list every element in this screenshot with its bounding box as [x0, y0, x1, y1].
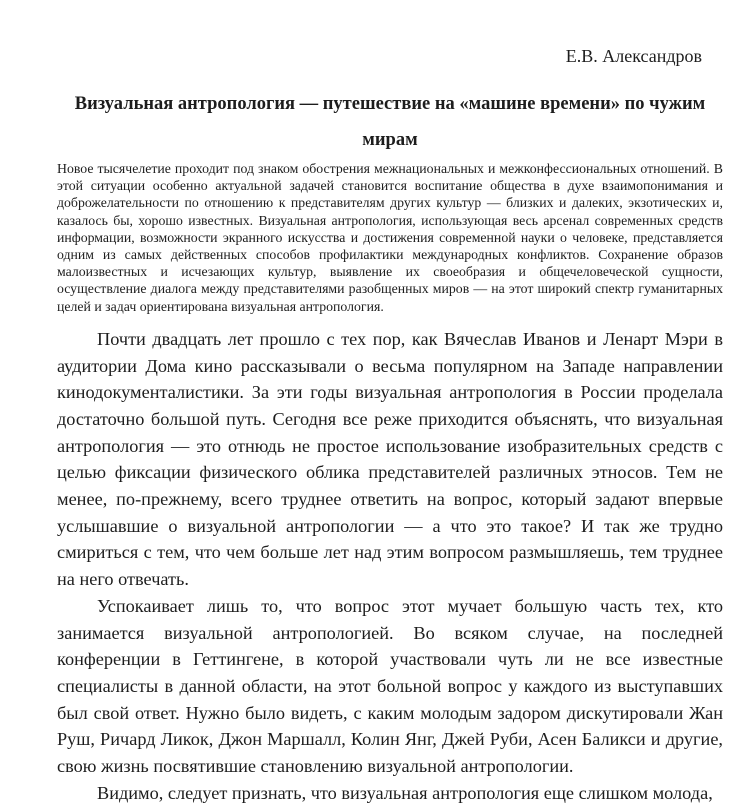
author-line: Е.В. Александров	[565, 46, 702, 66]
body-paragraph-2: Успокаивает лишь то, что вопрос этот мучает большую часть тех, кто занимается визуальной антропологией. Во всяком случае, на последней конференции в Геттингене, в которой участвовали чуть ли не все известные специалисты в данной области, на этот больной вопрос у каждого из выступавших был свой ответ. Нужно было видеть, с каким молодым задором дискутировали Жан Руш, Ричард Ликок, Джон Маршалл, Колин Янг, Джей Руби, Асен Баликси и другие, свою жизнь посвятившие становлению визуальной антропологии.	[57, 595, 723, 777]
body-paragraph-3: Видимо, следует признать, что визуальная антропология еще слишком молода,	[97, 782, 713, 803]
abstract-paragraph: Новое тысячелетие проходит под знаком обострения межнациональных и межконфессиональных отношений. В этой ситуации особенно актуальной задачей становится воспитание общества в духе взаимопонимания и доброжелательности по отношению к представителям других культур — близких и далеких, экзотических и, казалось бы, хорошо известных. Визуальная антропология, использующая весь арсенал современных средств информации, возможности экранного искусства и достижения современной науки о человеке, представляется одним из самых действенных способов профилактики международных конфликтов. Сохранение образов малоизвестных и исчезающих культур, выявление их своеобразия и общечеловеческой сущности, осуществление диалога между представителями разобщенных миров — на этот широкий спектр гуманитарных целей и задач ориентирована визуальная антропология.	[57, 161, 723, 314]
document-body	[57, 326, 723, 807]
document-title: Визуальная антропология — путешествие на «машине времени» по чужим мирам	[74, 94, 706, 150]
body-paragraph-1: Почти двадцать лет прошло с тех пор, как Вячеслав Иванов и Ленарт Мэри в аудитории Дома кино рассказывали о весьма популярном на Западе направлении кинодокументалистики. За эти годы визуальная антропология в России проделала достаточно большой путь. Сегодня все реже приходится объяснять, что визуальная антропология — это отнюдь не простое использование изобразительных средств с целью фиксации физического облика представителей различных этносов. Тем не менее, по-прежнему, всего труднее ответить на вопрос, который задают впервые услышавшие о визуальной антропологии — а что это такое? И так же трудно смириться с тем, что чем больше лет над этим вопросом размышляешь, тем труднее на него отвечать.	[57, 328, 723, 590]
